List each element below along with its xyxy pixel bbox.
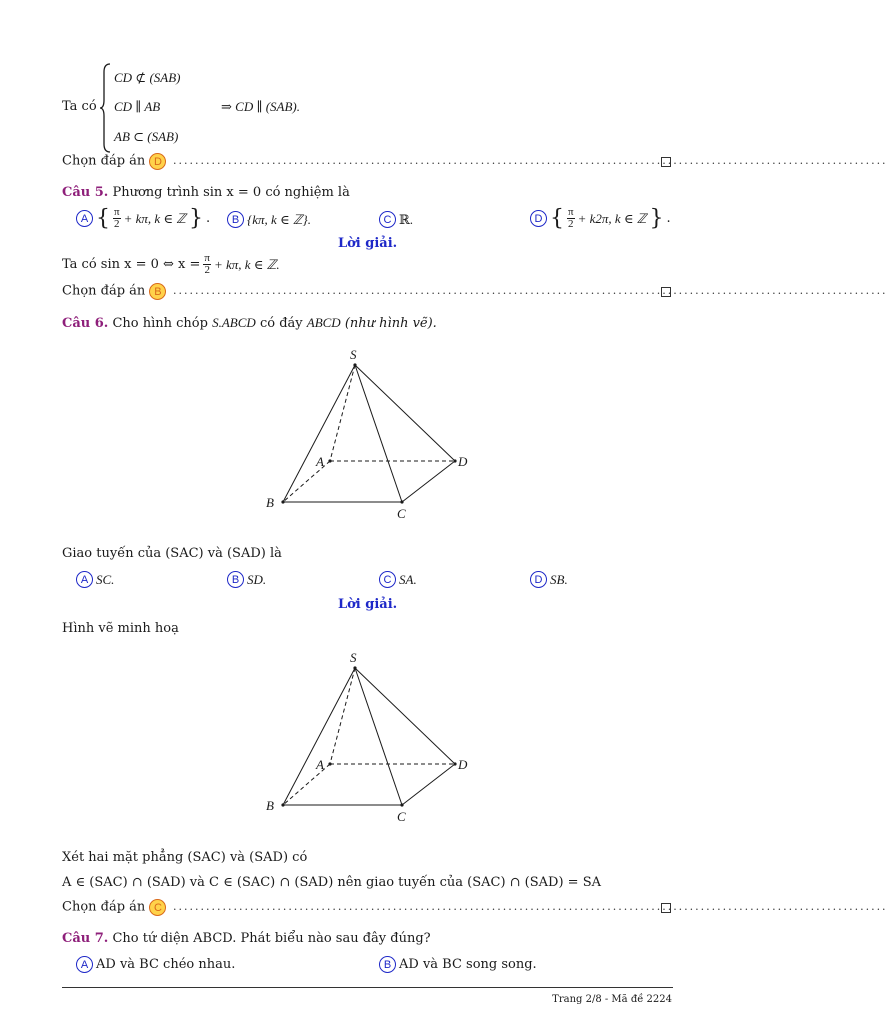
- option-letter: D: [530, 210, 547, 227]
- option-text: ℝ.: [399, 211, 414, 227]
- question-5-text: Phương trình sin x = 0 có nghiệm là: [112, 185, 350, 200]
- end-box: [661, 903, 671, 913]
- vertex-label-d: D: [458, 454, 468, 469]
- question-6-label: Câu 6.: [62, 316, 109, 331]
- dotted-leader: ..................................................................................................................................: [173, 900, 888, 913]
- system-line-1: CD ⊄ (SAB): [114, 70, 181, 85]
- q6-line2: A ∈ (SAC) ∩ (SAD) và C ∈ (SAC) ∩ (SAD) nên giao tuyến của (SAC) ∩ (SAD) = SA: [62, 875, 601, 890]
- system-line-3: AB ⊂ (SAB): [114, 129, 179, 144]
- answer-badge: C: [149, 899, 166, 916]
- ta-co-label: Ta có: [62, 99, 97, 114]
- option-letter: A: [76, 956, 93, 973]
- pyramid-2-edges: [283, 668, 455, 805]
- system-conclusion: ⇒ CD ∥ (SAB).: [221, 99, 300, 114]
- option-letter: A: [76, 210, 93, 227]
- question-7: [62, 931, 431, 946]
- q5-option-d[interactable]: D { $\frac{\pi}{2}$ + k2π, k ∈ ℤ } .: [530, 207, 671, 230]
- q6-question: Giao tuyến của (SAC) và (SAD) là: [62, 546, 282, 561]
- option-text: {kπ, k ∈ ℤ}.: [247, 211, 312, 227]
- vertex-label-a: A: [316, 454, 324, 469]
- option-text: SD.: [247, 571, 267, 587]
- option-text: AD và BC chéo nhau.: [96, 957, 236, 972]
- q5-option-a[interactable]: A { $\frac{\pi}{2}$ + kπ, k ∈ ℤ } .: [76, 207, 210, 230]
- option-text: SC.: [96, 571, 115, 587]
- answer-badge: D: [149, 153, 166, 170]
- option-text: + kπ, k ∈ ℤ: [123, 210, 186, 226]
- option-letter: B: [227, 211, 244, 228]
- vertex-label-b: B: [266, 495, 274, 510]
- page-footer: Trang 2/8 - Mã đề 2224: [552, 994, 672, 1005]
- vertex-label-c: C: [397, 809, 406, 824]
- q6-hinh-ve: Hình vẽ minh hoạ: [62, 621, 179, 636]
- q5-solution-title: Lời giải.: [338, 236, 398, 251]
- question-7-text: Cho tứ diện ABCD. Phát biểu nào sau đây đúng?: [112, 931, 431, 946]
- option-letter: C: [379, 211, 396, 228]
- chon-dap-an-label: Chọn đáp án D: [62, 153, 166, 170]
- option-letter: B: [379, 956, 396, 973]
- question-6: Câu 6. Cho hình chóp S.ABCD có đáy ABCD (như hình vẽ).: [62, 315, 437, 331]
- vertex-label-a: A: [316, 757, 324, 772]
- question-7-label: Câu 7.: [62, 931, 109, 946]
- option-letter: C: [379, 571, 396, 588]
- dotted-leader: ..................................................................................................................................: [173, 284, 888, 297]
- chon-dap-an-label: Chọn đáp án B: [62, 283, 166, 300]
- option-text: SA.: [399, 571, 417, 587]
- answer-badge: B: [149, 283, 166, 300]
- q5-solution-text: Ta có sin x = 0 ⇔ x = $\frac{\pi}{2}$ + kπ, k ∈ ℤ.: [62, 252, 280, 276]
- q7-option-a[interactable]: [76, 956, 235, 973]
- vertex-label-d: D: [458, 757, 468, 772]
- option-text: + k2π, k ∈ ℤ: [577, 210, 647, 226]
- footer-divider: [62, 987, 673, 988]
- vertex-label-b: B: [266, 798, 274, 813]
- vertex-label-s: S: [350, 650, 357, 665]
- vertex-label-c: C: [397, 506, 406, 521]
- option-letter: D: [530, 571, 547, 588]
- question-5-label: Câu 5.: [62, 185, 109, 200]
- option-letter: B: [227, 571, 244, 588]
- option-text: SB.: [550, 571, 568, 587]
- vertex-label-s: S: [350, 347, 357, 362]
- q7-option-b[interactable]: [379, 956, 537, 973]
- system-line-2: CD ∥ AB: [114, 99, 161, 114]
- option-text: AD và BC song song.: [399, 957, 537, 972]
- dotted-leader: ..................................................................................................................................: [173, 154, 888, 167]
- q6-solution-title: Lời giải.: [338, 597, 398, 612]
- q6-xet: Xét hai mặt phẳng (SAC) và (SAD) có: [62, 850, 308, 865]
- option-letter: A: [76, 571, 93, 588]
- chon-dap-an-label: Chọn đáp án C: [62, 899, 166, 916]
